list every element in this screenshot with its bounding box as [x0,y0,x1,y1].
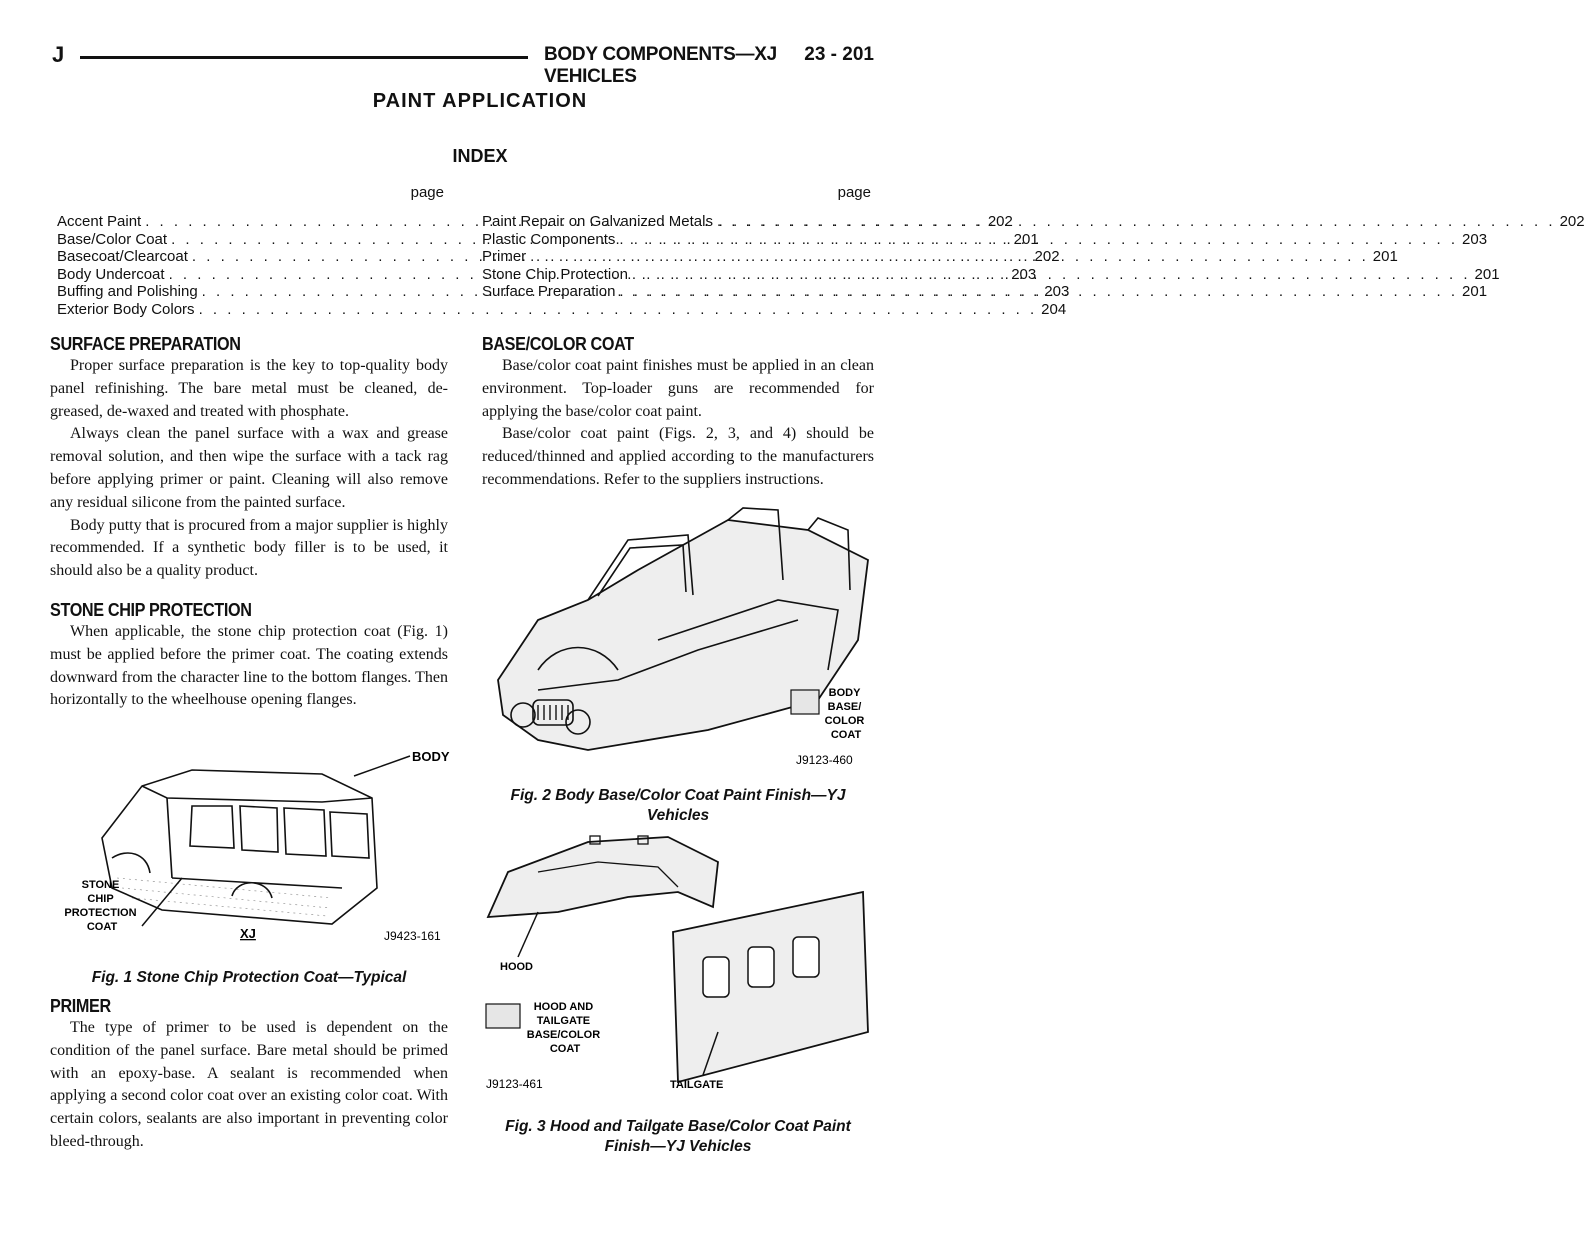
index-entry-title: Buffing and Polishing [57,283,198,300]
hood-tailgate-coat-label: HOOD AND TAILGATE BASE/COLOR COAT [526,1001,601,1055]
dot-leader [619,231,1458,249]
index-entry-title: Plastic Components [482,230,616,248]
dot-leader [530,248,1369,266]
index-entry-title: Base/Color Coat [57,230,168,248]
stone-chip-section [50,600,448,712]
page-header [52,42,874,87]
header-letter: J [52,42,65,67]
paragraph: Proper surface preparation is the key to top-quality body panel refinishing. The bare metal must be cleaned, de-greased, de-waxed and treated with phosphate. [50,357,448,420]
index-entry-page: 201 [1013,230,1039,248]
index-entry-title: Primer [482,248,527,265]
paragraph: Always clean the panel surface with a wax and grease removal solution, and then wipe the surface with a tack rag before applying primer or paint. Cleaning will also remove any residual silicone from the painted surface. [50,425,448,511]
index-entry-page: 201 [1372,248,1398,265]
header-title: BODY COMPONENTS—XJ VEHICLES [544,44,777,87]
index-entry-title: Stone Chip Protection [482,265,628,283]
index-page-heading: page [837,184,871,201]
body-leader-line [354,756,410,776]
index-page-heading: page [410,184,444,201]
paragraph: Base/color coat paint finishes must be applied in an clean environment. Top-loader guns are recommended for applying the base/color coat paint. [482,357,874,420]
index-entry-page: 202 [1034,248,1060,265]
legend-swatch [486,1004,520,1028]
section-heading: PRIMER [50,996,111,1016]
primer-section [50,996,448,1154]
section-heading: STONE CHIP PROTECTION [50,600,252,620]
index-entry-page: 203 [1044,283,1070,300]
paragraph: The type of primer to be used is dependent on the condition of the panel surface. Bare metal should be primed with an epoxy-base. A sealant is recommended when applying a second color coat over an existing color coat. With certain colors, sealants are also important in preventing color bleed-through. [50,1019,448,1150]
figure-1-caption: Fig. 1 Stone Chip Protection Coat—Typical [91,969,407,986]
paragraph: Base/color coat paint (Figs. 2, 3, and 4) should be reduced/thinned and applied according to the manufacturers recommendations. Refer to the suppliers instructions. [482,425,874,488]
index-entry-page: 204 [1041,300,1067,318]
section-heading: BASE/COLOR COAT [482,334,634,354]
caption-line: Fig. 3 Hood and Tailgate Base/Color Coat Paint [505,1118,851,1135]
base-color-coat-section [482,334,874,492]
figure-code: J9123-460 [796,753,853,767]
index-entry-title: Paint Repair on Galvanized Metals [482,213,713,230]
tailgate-label: TAILGATE [670,1079,724,1091]
section-heading: SURFACE PREPARATION [50,334,241,354]
index-entry[interactable] [57,300,1067,319]
hood-leader-line [518,912,538,957]
index-entry[interactable] [482,213,1585,231]
figure-code: J9123-461 [486,1077,543,1091]
stone-chip-leader-line [142,878,182,926]
surface-preparation-section [50,334,448,583]
figure-2-caption [482,786,874,826]
hood-drawing [488,837,718,917]
figure-2-illustration [478,500,878,778]
figure-3-caption [482,1117,874,1157]
caption-line: Finish—YJ Vehicles [604,1138,752,1155]
xj-label: XJ [240,926,256,941]
index-entry-page: 202 [1559,213,1585,230]
index-entry-title: Exterior Body Colors [57,300,195,318]
caption-line: Vehicles [646,807,710,824]
header-page-number: 23 - 201 [804,44,874,65]
index-entry-title: Surface Preparation [482,283,616,300]
index-entry-title: Basecoat/Clearcoat [57,248,188,265]
dot-leader [619,283,1458,301]
stone-chip-coat-dots [117,878,332,916]
index-entry-page: 201 [1462,283,1488,300]
header-rule [80,56,528,59]
legend-swatch [791,690,819,714]
body-base-color-coat-label: BODY BASE/ COLOR COAT [824,687,865,741]
dot-leader [717,213,1556,231]
dot-leader [632,266,1471,284]
hood-label: HOOD [500,961,533,973]
figure-1-illustration [64,728,452,958]
section-title: PAINT APPLICATION [372,90,588,112]
body-label: BODY [412,749,450,764]
caption-line: Fig. 2 Body Base/Color Coat Paint Finish—YJ [510,787,846,804]
figure-3-illustration [478,832,878,1110]
index-entry-title: Body Undercoat [57,265,165,283]
index-entry-page: 202 [987,213,1013,230]
vehicle-body-drawing [102,770,377,924]
index-entry-page: 201 [1474,265,1500,283]
figure-code: J9423-161 [384,929,441,943]
index-title: INDEX [452,146,508,166]
dot-leader [199,301,1038,319]
index-entry-title: Accent Paint [57,213,142,230]
paragraph: Body putty that is procured from a major supplier is highly recommended. If a synthetic body filler is to be used, it should also be a quality product. [50,516,448,580]
index-right-column [482,184,1585,301]
paragraph: When applicable, the stone chip protection coat (Fig. 1) must be applied before the primer coat. The coating extends downward from the character line to the bottom flanges. Then horizontally to the wheelhouse opening flanges. [50,623,448,709]
stone-chip-label: STONE CHIP PROTECTION COAT [64,879,137,933]
index-entry-page: 203 [1011,265,1037,283]
index-entry-page: 203 [1462,230,1488,248]
